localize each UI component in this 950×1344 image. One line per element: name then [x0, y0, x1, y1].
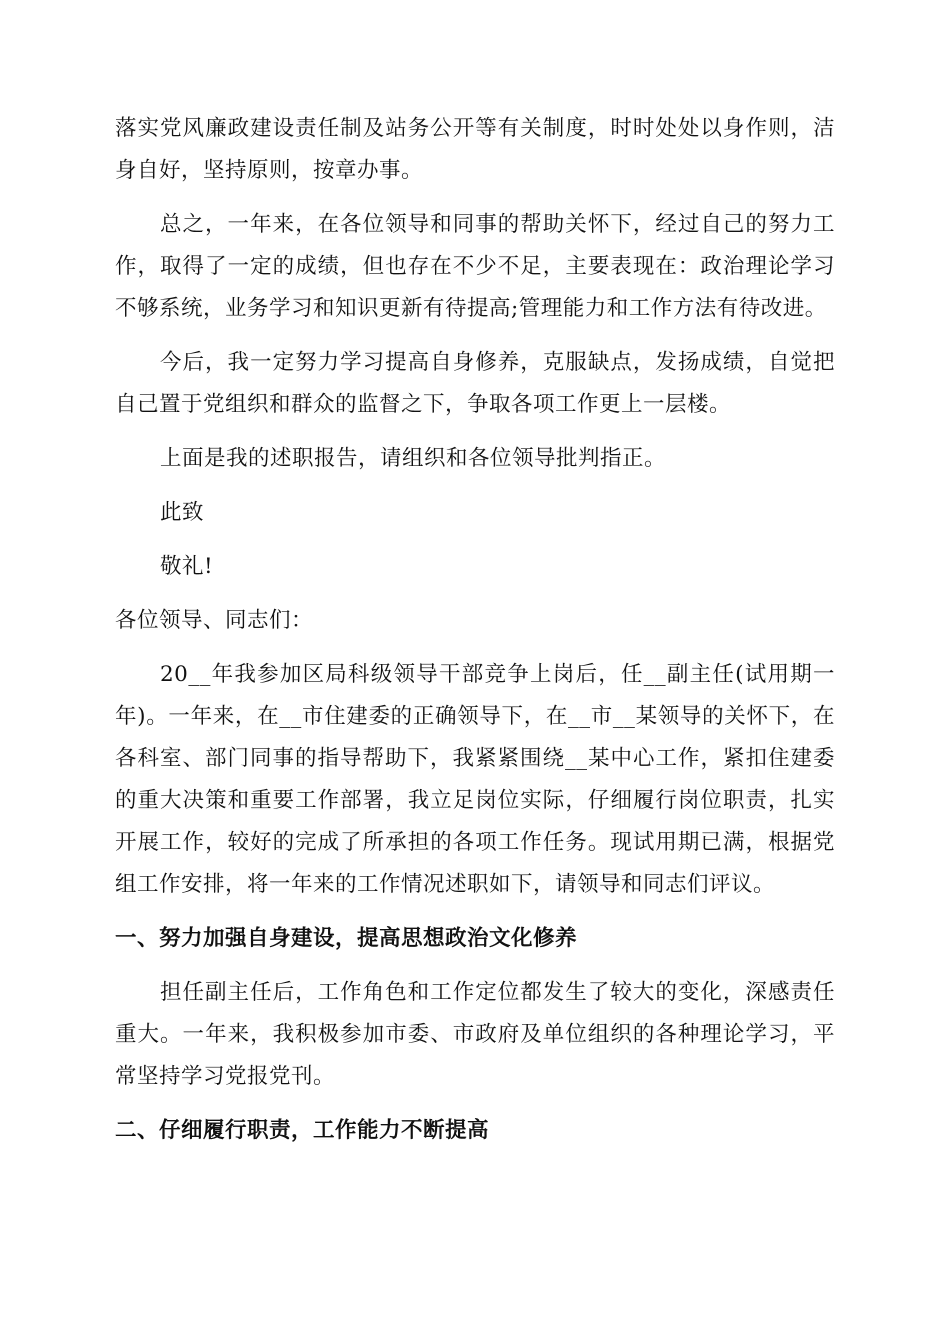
closing-salutation: 此致	[160, 500, 205, 525]
body-paragraph: 今后，我一定努力学习提高自身修养，克服缺点，发扬成绩，自觉把自己置于党组织和群众的监督之下，争取各项工作更上一层楼。	[115, 350, 835, 417]
section-heading: 一、努力加强自身建设，提高思想政治文化修养	[115, 926, 578, 951]
section-heading: 二、仔细履行职责，工作能力不断提高	[115, 1118, 490, 1143]
greeting: 各位领导、同志们：	[115, 608, 314, 633]
body-paragraph: 20__年我参加区局科级领导干部竞争上岗后，任__副主任(试用期一年)。一年来，在__市住建委的正确领导下，在__市__某领导的关怀下，在各科室、部门同事的指导帮助下，我紧紧围绕__某中心工作，紧扣住建委的重大决策和重要工作部署，我立足岗位实际，仔细履行岗位职责，扎实开展工作，较好的完成了所承担的各项工作任务。现试用期已满，根据党组工作安排，将一年来的工作情况述职如下，请领导和同志们评议。	[115, 662, 835, 897]
body-paragraph: 上面是我的述职报告，请组织和各位领导批判指正。	[160, 446, 667, 471]
document-body	[115, 108, 835, 1164]
closing-regards: 敬礼!	[160, 554, 214, 579]
body-paragraph: 担任副主任后，工作角色和工作定位都发生了较大的变化，深感责任重大。一年来，我积极参加市委、市政府及单位组织的各种理论学习，平常坚持学习党报党刊。	[115, 980, 835, 1089]
body-paragraph: 总之，一年来，在各位领导和同事的帮助关怀下，经过自己的努力工作，取得了一定的成绩，但也存在不少不足，主要表现在：政治理论学习不够系统，业务学习和知识更新有待提高;管理能力和工作方法有待改进。	[115, 212, 835, 321]
body-paragraph: 落实党风廉政建设责任制及站务公开等有关制度，时时处处以身作则，洁身自好，坚持原则，按章办事。	[115, 116, 835, 183]
